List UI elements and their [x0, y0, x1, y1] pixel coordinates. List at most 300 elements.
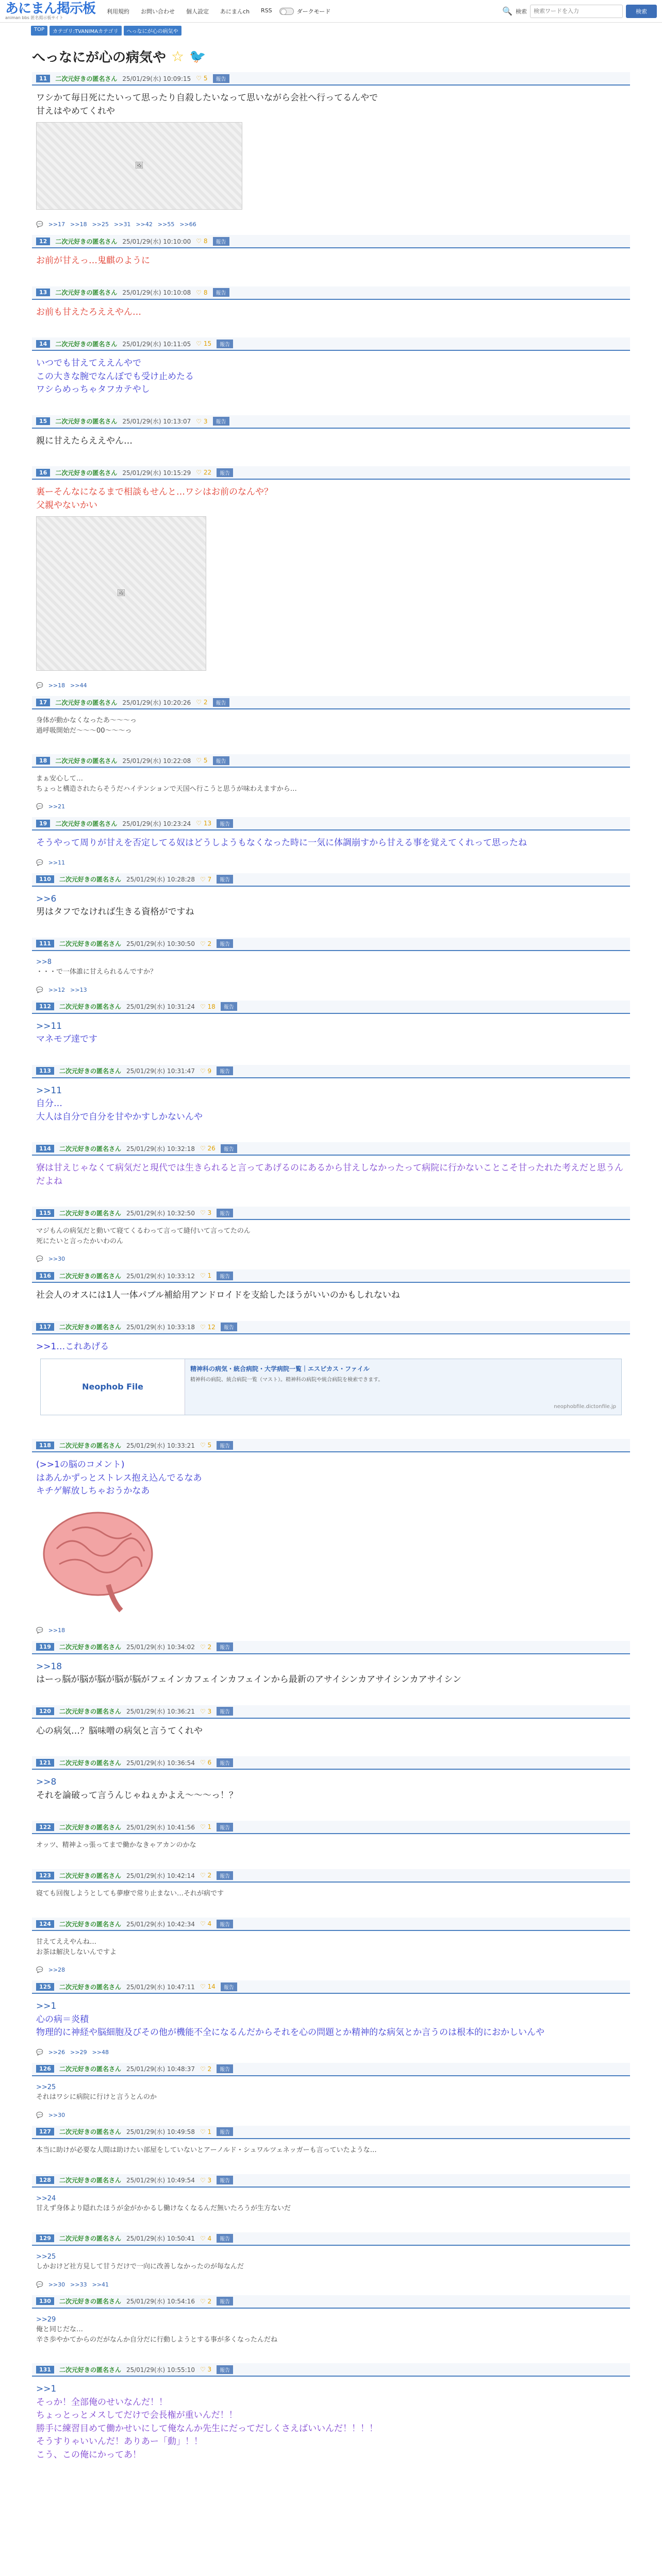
- reply-list: [32, 677, 630, 696]
- report-button[interactable]: 報告: [217, 2176, 233, 2184]
- post-body: [32, 1220, 630, 1250]
- post-date: 25/01/29(水) 10:10:00: [122, 238, 191, 245]
- reply-link[interactable]: >>11: [48, 859, 65, 866]
- post-spacer: [32, 1742, 630, 1756]
- post-header: [32, 2363, 630, 2377]
- breadcrumb-top[interactable]: TOP: [31, 26, 47, 36]
- image-icon: 🖼: [135, 162, 144, 170]
- link-domain: neophobfile.dictonfile.jp: [554, 1404, 616, 1410]
- report-button[interactable]: 報告: [217, 1871, 233, 1880]
- post-list: [22, 72, 640, 2480]
- reply-anchor-link[interactable]: >>11: [36, 1085, 62, 1096]
- like-count[interactable]: ♡ 2: [200, 1872, 212, 1879]
- nav-terms[interactable]: 利用規約: [107, 8, 130, 15]
- search-button[interactable]: 検索: [626, 5, 657, 18]
- post-header: [32, 2295, 630, 2309]
- report-button[interactable]: 報告: [213, 237, 229, 246]
- star-icon[interactable]: ☆: [171, 48, 185, 65]
- post-body: [32, 1283, 630, 1307]
- post-spacer: [32, 1425, 630, 1439]
- post-author: 二次元好きの匿名さん: [59, 2366, 121, 2374]
- post-number[interactable]: 115: [36, 1209, 54, 1217]
- post-text-line: 親に甘えたらええやん…: [36, 435, 133, 446]
- post: [22, 2126, 640, 2174]
- post-header: [32, 1821, 630, 1834]
- post-number[interactable]: 113: [36, 1067, 54, 1075]
- post-text-line: いつでも甘えてええんやで: [36, 358, 141, 368]
- report-button[interactable]: 報告: [217, 1209, 233, 1217]
- reply-link[interactable]: >>12: [48, 986, 65, 993]
- reply-list: [32, 1250, 630, 1269]
- post-number[interactable]: 18: [36, 757, 50, 765]
- post-header: [32, 235, 630, 248]
- post-number[interactable]: 112: [36, 1003, 54, 1010]
- reply-link[interactable]: >>42: [136, 221, 153, 228]
- post-author: 二次元好きの匿名さん: [55, 820, 118, 827]
- post-number[interactable]: 16: [36, 469, 50, 477]
- post-text-line: 甘えてええやんね…: [36, 1938, 97, 1946]
- reply-anchor-link[interactable]: >>1: [36, 2001, 57, 2011]
- report-button[interactable]: 報告: [217, 819, 233, 828]
- post-author: 二次元好きの匿名さん: [59, 1823, 121, 1831]
- post-author: 二次元好きの匿名さん: [55, 75, 118, 82]
- post-header: [32, 1269, 630, 1283]
- post: [22, 337, 640, 415]
- post-text-line: はあんかずっとストレス抱え込んでるなあ: [36, 1472, 202, 1483]
- like-count[interactable]: ♡ 1: [200, 1272, 212, 1279]
- report-button[interactable]: 報告: [213, 756, 229, 765]
- reply-anchor-link[interactable]: >>24: [36, 2194, 56, 2202]
- reply-anchor-link[interactable]: >>8: [36, 1777, 57, 1787]
- post-text-line: この大きな腕でなんぼでも受け止めたる: [36, 371, 194, 382]
- post-author: 二次元好きの匿名さん: [59, 2298, 121, 2305]
- like-count[interactable]: ♡ 3: [200, 1707, 212, 1715]
- reply-link[interactable]: >>25: [92, 221, 109, 228]
- report-button[interactable]: 報告: [221, 1323, 237, 1331]
- like-count[interactable]: ♡ 6: [200, 1759, 212, 1766]
- post-body: [32, 1452, 630, 1622]
- report-button[interactable]: 報告: [217, 939, 233, 948]
- post-number[interactable]: 17: [36, 699, 50, 706]
- post: [22, 1269, 640, 1321]
- reply-anchor-link[interactable]: >>1: [36, 2384, 57, 2394]
- main-nav: [107, 7, 272, 15]
- post-number[interactable]: 131: [36, 2366, 54, 2374]
- report-button[interactable]: 報告: [221, 1144, 237, 1153]
- post-header: [32, 1321, 630, 1334]
- post-author: 二次元好きの匿名さん: [59, 1324, 121, 1331]
- like-count[interactable]: ♡ 8: [196, 238, 208, 245]
- post-number[interactable]: 15: [36, 417, 50, 425]
- report-button[interactable]: 報告: [217, 1758, 233, 1767]
- search-input[interactable]: [530, 5, 623, 18]
- like-count[interactable]: ♡ 15: [196, 340, 212, 347]
- breadcrumb-category[interactable]: カテゴリ:TVANIMAカテゴリ: [49, 26, 122, 36]
- post-spacer: [32, 923, 630, 938]
- reply-link[interactable]: >>30: [48, 1256, 65, 1262]
- post-number[interactable]: 119: [36, 1643, 54, 1651]
- post-number[interactable]: 126: [36, 2065, 54, 2073]
- like-count[interactable]: ♡ 2: [200, 2065, 212, 2073]
- post-spacer: [32, 1128, 630, 1142]
- reply-link[interactable]: >>30: [48, 2111, 65, 2119]
- post-text-line: お前も甘えたろええやん…: [36, 307, 141, 317]
- post-header: [32, 817, 630, 831]
- post: [22, 696, 640, 754]
- post-spacer: [32, 1050, 630, 1065]
- post-date: 25/01/29(水) 10:23:24: [122, 820, 191, 827]
- post-number[interactable]: 127: [36, 2128, 54, 2136]
- post-spacer: [32, 323, 630, 337]
- like-count[interactable]: ♡ 3: [200, 1209, 212, 1216]
- post-date: 25/01/29(水) 10:28:28: [126, 876, 195, 883]
- post-date: 25/01/29(水) 10:33:18: [126, 1324, 195, 1331]
- post-text-line: 甘えはやめてくれや: [36, 106, 115, 116]
- post-text-line: 大人は自分で自分を甘やかすしかないんや: [36, 1111, 203, 1122]
- reply-anchor-link[interactable]: >>29: [36, 2315, 56, 2324]
- post-header: [32, 1641, 630, 1654]
- like-count[interactable]: ♡ 2: [200, 940, 212, 947]
- report-button[interactable]: 報告: [217, 340, 233, 348]
- post-date: 25/01/29(水) 10:31:47: [126, 1067, 195, 1075]
- manga-panel-image[interactable]: [36, 516, 206, 671]
- post: [22, 1705, 640, 1757]
- report-button[interactable]: 報告: [217, 2064, 233, 2073]
- reply-anchor-link[interactable]: >>11: [36, 1021, 62, 1031]
- post-text-line: マネモブ達です: [36, 1034, 97, 1044]
- post-author: 二次元好きの匿名さん: [59, 1759, 121, 1767]
- post-number[interactable]: 129: [36, 2234, 54, 2242]
- post-header: [32, 1142, 630, 1156]
- like-count[interactable]: ♡ 5: [196, 75, 208, 82]
- like-count[interactable]: ♡ 7: [200, 875, 212, 883]
- post-text-line: ・・・で一体誰に甘えられるんですか？: [36, 968, 157, 976]
- manga-panel-image[interactable]: [36, 122, 242, 210]
- post-text-line: お前が甘えっ…鬼麒のように: [36, 256, 150, 266]
- post: [22, 235, 640, 286]
- reply-link[interactable]: >>31: [114, 221, 131, 228]
- post-body: [32, 300, 630, 324]
- post-number[interactable]: 13: [36, 289, 50, 296]
- like-count[interactable]: ♡ 2: [200, 1643, 212, 1651]
- like-count[interactable]: ♡ 3: [200, 2366, 212, 2373]
- like-count[interactable]: ♡ 1: [200, 2128, 212, 2136]
- post-author: 二次元好きの匿名さん: [59, 1983, 121, 1991]
- like-count[interactable]: ♡ 9: [200, 1067, 212, 1075]
- post-header: [32, 72, 630, 86]
- post-date: 25/01/29(水) 10:31:24: [126, 1003, 195, 1010]
- post-date: 25/01/29(水) 10:13:07: [122, 418, 191, 425]
- post-number[interactable]: 114: [36, 1145, 54, 1153]
- post-date: 25/01/29(水) 10:11:05: [122, 340, 191, 348]
- post-number[interactable]: 116: [36, 1272, 54, 1280]
- reply-list: [32, 2107, 630, 2126]
- post-date: 25/01/29(水) 10:54:16: [126, 2298, 195, 2305]
- reply-anchor-link[interactable]: >>25: [36, 2252, 56, 2261]
- post-number[interactable]: 121: [36, 1759, 54, 1767]
- report-button[interactable]: 報告: [217, 2365, 233, 2374]
- post: [22, 1869, 640, 1918]
- post-number[interactable]: 12: [36, 238, 50, 245]
- nav-animanch[interactable]: あにまんch: [220, 8, 250, 15]
- reply-anchor-link[interactable]: >>25: [36, 2083, 56, 2091]
- post-body: [32, 709, 630, 740]
- report-button[interactable]: 報告: [217, 1642, 233, 1651]
- reply-link[interactable]: >>66: [179, 221, 196, 228]
- post-text-line: 自分…: [36, 1098, 62, 1109]
- post-number[interactable]: 110: [36, 875, 54, 883]
- brain-image[interactable]: [36, 1502, 160, 1616]
- post-spacer: [32, 2349, 630, 2363]
- post-author: 二次元好きの匿名さん: [59, 1708, 121, 1715]
- like-count[interactable]: ♡ 13: [196, 820, 212, 827]
- like-count[interactable]: ♡ 2: [200, 2297, 212, 2305]
- like-count[interactable]: ♡ 3: [196, 417, 208, 425]
- post-text-line: 父親やないかい: [36, 500, 97, 511]
- report-button[interactable]: 報告: [217, 1441, 233, 1450]
- post-text-line: 裏ーそんなになるまで相談もせんと…ワシはお前のなんや？: [36, 487, 273, 497]
- post-author: 二次元好きの匿名さん: [59, 876, 121, 883]
- post-number[interactable]: 123: [36, 1872, 54, 1879]
- post-date: 25/01/29(水) 10:22:08: [122, 757, 191, 765]
- post-number[interactable]: 120: [36, 1707, 54, 1715]
- report-button[interactable]: 報告: [217, 2127, 233, 2136]
- post: [22, 2295, 640, 2364]
- post-number[interactable]: 11: [36, 75, 50, 82]
- reply-list: [32, 1961, 630, 1980]
- post-author: 二次元好きの匿名さん: [59, 1643, 121, 1651]
- post-author: 二次元好きの匿名さん: [59, 1209, 121, 1217]
- reply-link[interactable]: >>48: [92, 2048, 109, 2056]
- post-spacer: [32, 2218, 630, 2232]
- reply-link[interactable]: >>21: [48, 803, 65, 810]
- nav-settings[interactable]: 個人設定: [186, 8, 209, 15]
- post: [22, 1756, 640, 1821]
- post-number[interactable]: 124: [36, 1920, 54, 1928]
- post-text-line: こう、この俺にかってあ！: [36, 2449, 141, 2460]
- post-date: 25/01/29(水) 10:09:15: [122, 75, 191, 82]
- post-header: [32, 1065, 630, 1078]
- post-text-line: 過呼吸開始だ〜〜〜00〜〜〜っ: [36, 726, 132, 735]
- post-body: [32, 2309, 630, 2349]
- reply-list: [32, 2276, 630, 2295]
- post-number[interactable]: 128: [36, 2176, 54, 2184]
- like-count[interactable]: ♡ 14: [200, 1983, 216, 1990]
- post-body: [32, 351, 630, 401]
- reply-link[interactable]: >>18: [70, 221, 87, 228]
- post-spacer: [32, 740, 630, 754]
- like-count[interactable]: ♡ 3: [200, 2176, 212, 2184]
- report-button[interactable]: 報告: [217, 1707, 233, 1716]
- post-body: [32, 1014, 630, 1050]
- search-icon: 🔍: [502, 6, 512, 16]
- post-header: [32, 754, 630, 768]
- post-number[interactable]: 118: [36, 1442, 54, 1449]
- report-button[interactable]: 報告: [221, 1002, 237, 1011]
- report-button[interactable]: 報告: [217, 875, 233, 884]
- breadcrumb: [0, 23, 662, 36]
- post-spacer: [32, 2160, 630, 2174]
- post-author: 二次元好きの匿名さん: [55, 238, 118, 245]
- reply-link[interactable]: >>28: [48, 1967, 65, 1973]
- post: [22, 72, 640, 235]
- post-body: [32, 2139, 630, 2160]
- post-text-line: 辛さ歩やかてからのだがなんか自分だに行動しようとする事が多くなったんだね: [36, 2335, 278, 2344]
- twitter-icon[interactable]: 🐦: [189, 48, 206, 64]
- report-button[interactable]: 報告: [213, 74, 229, 83]
- post-author: 二次元好きの匿名さん: [59, 940, 121, 947]
- report-button[interactable]: 報告: [217, 2297, 233, 2306]
- like-count[interactable]: ♡ 5: [200, 1442, 212, 1449]
- post-text-line: >>1…これあげる: [36, 1341, 109, 1352]
- logo-main[interactable]: あにまん掲示板: [5, 1, 96, 16]
- reply-link[interactable]: >>13: [70, 986, 87, 993]
- post-date: 25/01/29(水) 10:30:50: [126, 940, 195, 947]
- reply-anchor-link[interactable]: >>18: [36, 1661, 62, 1672]
- post-text-line: 俺と同じだな…: [36, 2326, 84, 2333]
- like-count[interactable]: ♡ 4: [200, 2234, 212, 2242]
- post-body: [32, 951, 630, 981]
- post-text-line: (>>1の脳のコメント): [36, 1460, 125, 1470]
- image-icon: 🖼: [117, 589, 126, 598]
- post-spacer: [32, 452, 630, 466]
- reply-icon: 💬: [36, 2281, 43, 2288]
- toggle-switch[interactable]: [279, 8, 294, 15]
- post-spacer: [32, 401, 630, 415]
- reply-link[interactable]: >>41: [92, 2281, 109, 2288]
- post-text-line: ワシらめっちゃタフカテやし: [36, 384, 150, 395]
- report-button[interactable]: 報告: [213, 698, 229, 707]
- reply-link[interactable]: >>30: [48, 2281, 65, 2288]
- link-logo: Neophob File: [82, 1382, 143, 1392]
- post: [22, 415, 640, 467]
- reply-link[interactable]: >>33: [70, 2281, 87, 2288]
- like-count[interactable]: ♡ 18: [200, 1003, 216, 1010]
- post-body: [32, 248, 630, 272]
- search-label: 検索: [516, 8, 527, 15]
- like-count[interactable]: ♡ 8: [196, 289, 208, 296]
- reply-icon: 💬: [36, 1967, 43, 1973]
- post-text-line: 心の病＝炎積: [36, 2014, 89, 2025]
- post-author: 二次元好きの匿名さん: [55, 757, 118, 765]
- post-spacer: [32, 1855, 630, 1869]
- post-author: 二次元好きの匿名さん: [59, 1272, 121, 1280]
- reply-link[interactable]: >>29: [70, 2048, 87, 2056]
- post-text-line: 甘えず身体より隠れたほうが金がかかるし働けなくなるんだ無いたろうが生方ないだ: [36, 2205, 291, 2212]
- post-number[interactable]: 125: [36, 1983, 54, 1991]
- site-logo[interactable]: [5, 2, 95, 20]
- reply-link[interactable]: >>55: [157, 221, 175, 228]
- post-author: 二次元好きの匿名さん: [59, 1067, 121, 1075]
- like-count[interactable]: ♡ 22: [196, 469, 212, 476]
- reply-link[interactable]: >>26: [48, 2048, 65, 2056]
- post-header: [32, 2126, 630, 2139]
- post: [22, 1641, 640, 1705]
- report-button[interactable]: 報告: [217, 1066, 233, 1075]
- post-body: [32, 1334, 630, 1425]
- report-button[interactable]: 報告: [213, 417, 229, 426]
- post-text-line: 勝手に練習目めて働かせいにして俺なんか先生にだってだしくさえばいいんだ！！！！: [36, 2423, 378, 2434]
- post-number[interactable]: 111: [36, 940, 54, 947]
- link-title[interactable]: 精神科の病気・統合病院・大学病院一覧｜エスピカス・ファイル: [190, 1365, 370, 1372]
- post-text-line: オッツ、精神よっ張ってまで働かなきゃアカンのかな: [36, 1841, 196, 1849]
- link-preview-card[interactable]: [40, 1359, 622, 1415]
- report-button[interactable]: 報告: [217, 1920, 233, 1928]
- post-text-line: ちょっとっとメスしてだけで会長権が重いんだ！！: [36, 2410, 238, 2420]
- post-date: 25/01/29(水) 10:48:37: [126, 2065, 195, 2073]
- post-spacer: [32, 272, 630, 286]
- post-spacer: [32, 1691, 630, 1705]
- post-body: [32, 2246, 630, 2276]
- post-text-line: 寝ても回復しようとしても夢療で常り止まない…それが病です: [36, 1890, 224, 1897]
- reply-anchor-link[interactable]: >>6: [36, 893, 57, 904]
- reply-icon: 💬: [36, 682, 43, 689]
- reply-link[interactable]: >>18: [48, 682, 65, 689]
- post: [22, 2363, 640, 2480]
- post-text-line: ワシかて毎日死にたいって思ったり自殺したいなって思いながら会社へ行ってるんやで: [36, 93, 378, 103]
- post-header: [32, 938, 630, 951]
- reply-icon: 💬: [36, 1256, 43, 1262]
- post-number[interactable]: 19: [36, 820, 50, 827]
- post: [22, 1980, 640, 2063]
- nav-contact[interactable]: お問い合わせ: [141, 8, 175, 15]
- post-body: [32, 1883, 630, 1903]
- post: [22, 1321, 640, 1439]
- post-number[interactable]: 130: [36, 2297, 54, 2305]
- post-author: 二次元好きの匿名さん: [59, 2128, 121, 2136]
- reply-link[interactable]: >>44: [70, 682, 87, 689]
- report-button[interactable]: 報告: [213, 288, 229, 297]
- like-count[interactable]: ♡ 4: [200, 1920, 212, 1927]
- post-text-line: キチゲ解放しちゃおうかなあ: [36, 1486, 150, 1496]
- reply-link[interactable]: >>18: [48, 1626, 65, 1634]
- report-button[interactable]: 報告: [217, 1823, 233, 1832]
- reply-link[interactable]: >>17: [48, 221, 65, 228]
- report-button[interactable]: 報告: [217, 468, 233, 477]
- post-number[interactable]: 14: [36, 340, 50, 348]
- post-date: 25/01/29(水) 10:33:21: [126, 1442, 195, 1449]
- like-count[interactable]: ♡ 26: [200, 1145, 216, 1152]
- post-number[interactable]: 122: [36, 1823, 54, 1831]
- post-header: [32, 1001, 630, 1014]
- reply-list: [32, 854, 630, 873]
- post-text-line: 男はタフでなければ生きる資格がですね: [36, 907, 194, 917]
- dark-mode-toggle[interactable]: [279, 7, 331, 15]
- report-button[interactable]: 報告: [217, 1272, 233, 1280]
- reply-anchor-link[interactable]: >>8: [36, 958, 52, 966]
- post-text-line: そっか！全部俺のせいなんだ！！: [36, 2397, 168, 2408]
- post-text-line: 社会人のオスには1人一体パブル補給用アンドロイドを支給したほうがいいのかもしれないね: [36, 1290, 400, 1300]
- post-author: 二次元好きの匿名さん: [59, 2235, 121, 2242]
- post: [22, 1439, 640, 1641]
- like-count[interactable]: ♡ 5: [196, 757, 208, 764]
- post-text-line: しかおけど社方見して甘うだけで一向に改善しなかったのが毎なんだ: [36, 2263, 244, 2270]
- breadcrumb-thread[interactable]: へっなにが心の病気や: [124, 26, 181, 36]
- post-body: [32, 1078, 630, 1128]
- post-date: 25/01/29(水) 10:42:34: [126, 1920, 195, 1928]
- like-count[interactable]: ♡ 2: [196, 699, 208, 706]
- like-count[interactable]: ♡ 1: [200, 1823, 212, 1831]
- report-button[interactable]: 報告: [221, 1982, 237, 1991]
- nav-rss[interactable]: RSS: [261, 7, 272, 14]
- reply-icon: 💬: [36, 221, 43, 228]
- post-header: [32, 415, 630, 429]
- report-button[interactable]: 報告: [217, 2234, 233, 2243]
- post: [22, 1001, 640, 1065]
- post-number[interactable]: 117: [36, 1323, 54, 1331]
- post-date: 25/01/29(水) 10:47:11: [126, 1983, 195, 1991]
- like-count[interactable]: ♡ 12: [200, 1323, 216, 1331]
